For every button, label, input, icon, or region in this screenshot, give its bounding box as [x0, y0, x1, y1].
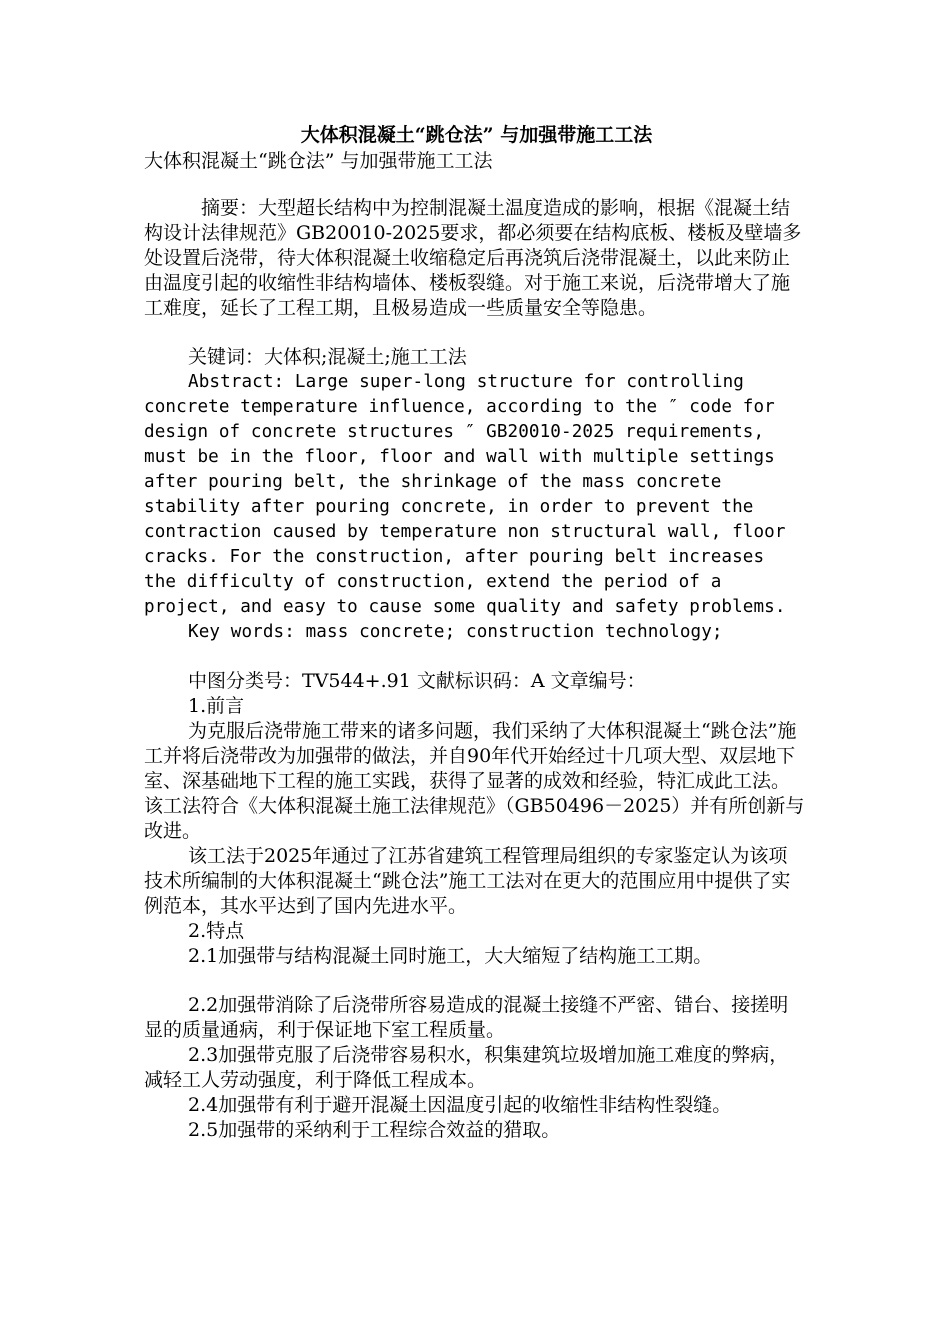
keywords-cn: 关键词：大体积;混凝土;施工工法 [188, 346, 467, 368]
spacer [144, 969, 806, 993]
document-subtitle: 大体积混凝土“跳仓法” 与加强带施工工法 [144, 150, 493, 172]
section-heading-intro: 1.前言 [188, 695, 245, 717]
abstract-en: Abstract: Large super-long structure for controlling concrete temperature influence, according to the ″ code for design of concrete structures ″ GB20010-2025 requirements, must be in the floor, floor and wall with multiple settings after pouring belt, the shrinkage of the mass concrete stability after pouring concrete, in order to prevent the contraction caused by temperature non structural wall, floor cracks. For the construction, after pouring belt increases the difficulty of construction, extend the period of a project, and easy to cause some quality and safety problems. [144, 372, 786, 617]
feature-item: 2.2加强带消除了后浇带所容易造成的混凝土接缝不严密、错台、接搓明显的质量通病，利于保证地下室工程质量。 [144, 994, 789, 1041]
document-body [144, 122, 806, 1143]
section-heading-features: 2.特点 [188, 920, 245, 942]
feature-item: 2.3加强带克服了后浇带容易积水，积集建筑垃圾增加施工难度的弊病，减轻工人劳动强度，利于降低工程成本。 [144, 1044, 789, 1091]
document-title: 大体积混凝土“跳仓法” 与加强带施工工法 [300, 124, 653, 146]
intro-paragraph-1: 为克服后浇带施工带来的诸多问题，我们采纳了大体积混凝土“跳仓法”施工并将后浇带改为加强带的做法，并自90年代开始经过十几项大型、双层地下室、深基础地下工程的施工实践，获得了显著的成效和经验，特汇成此工法。该工法符合《大体积混凝土施工法律规范》（GB50496－2025）并有所创新与改进。 [144, 720, 805, 842]
classification-line: 中图分类号：TV544+.91 文献标识码：A 文章编号： [188, 670, 646, 692]
spacer [144, 645, 806, 669]
feature-item: 2.5加强带的采纳利于工程综合效益的猎取。 [188, 1119, 561, 1141]
feature-item: 2.1加强带与结构混凝土同时施工，大大缩短了结构施工工期。 [188, 945, 713, 967]
spacer [144, 321, 806, 345]
spacer [144, 174, 806, 196]
abstract-cn: 摘要：大型超长结构中为控制混凝土温度造成的影响，根据《混凝土结构设计法律规范》GB20010-2025要求，都必须要在结构底板、楼板及壁墙多处设置后浇带，待大体积混凝土收缩稳定后再浇筑后浇带混凝土，以此来防止由温度引起的收缩性非结构墙体、楼板裂缝。对于施工来说，后浇带增大了施工难度，延长了工程工期，且极易造成一些质量安全等隐患。 [144, 197, 802, 319]
intro-paragraph-2: 该工法于2025年通过了江苏省建筑工程管理局组织的专家鉴定认为该项技术所编制的大体积混凝土“跳仓法”施工工法对在更大的范围应用中提供了实例范本，其水平达到了国内先进水平。 [144, 845, 791, 917]
keywords-en: Key words: mass concrete; construction technology; [188, 622, 723, 642]
feature-item: 2.4加强带有利于避开混凝土因温度引起的收缩性非结构性裂缝。 [188, 1094, 732, 1116]
